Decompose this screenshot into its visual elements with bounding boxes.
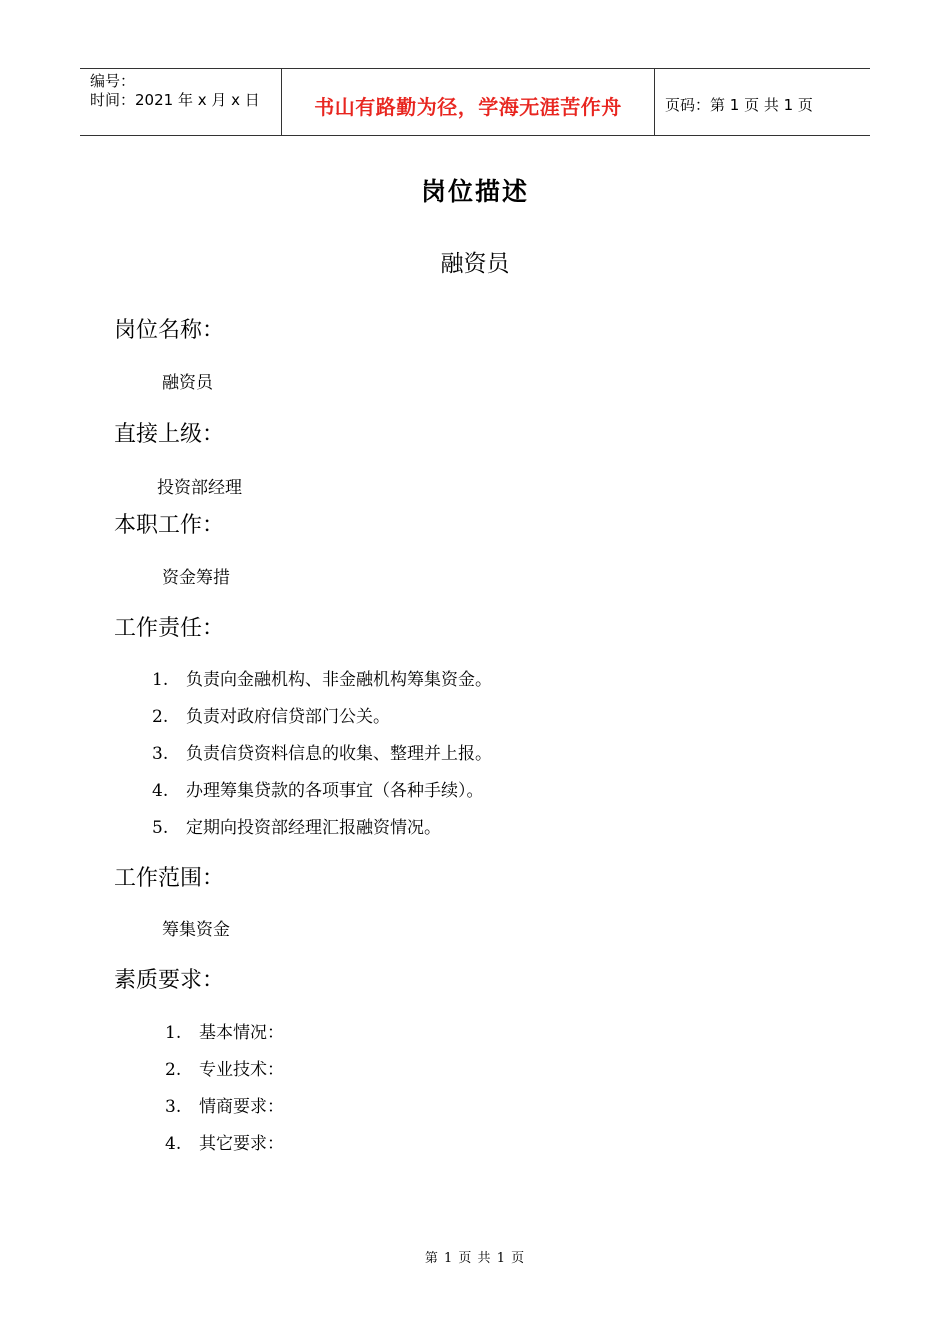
time-label: 时间：2021 年 x 月 x 日 [90,91,260,109]
scope-value: 筹集资金 [162,920,230,940]
responsibility-item [152,702,390,727]
list-number: 5. [152,818,169,838]
list-number: 3. [165,1097,182,1117]
section-heading-responsibilities: 工作责任： [114,616,225,641]
list-number: 3. [152,744,169,764]
list-text: 定期向投资部经理汇报融资情况。 [186,818,441,838]
section-heading-position-name: 岗位名称： [114,318,225,343]
header-motto-cell [282,69,655,135]
responsibility-item [152,739,492,764]
document-header [80,68,870,136]
list-number: 4. [152,781,169,801]
list-text: 基本情况： [199,1023,284,1043]
document-subtitle: 融资员 [440,251,510,277]
duty-value: 资金筹措 [162,568,230,588]
qualification-item [165,1129,284,1154]
list-number: 2. [152,707,169,727]
list-number: 1. [152,670,169,690]
responsibility-item [152,665,492,690]
qualification-item [165,1092,284,1117]
list-number: 4. [165,1134,182,1154]
list-text: 负责信贷资料信息的收集、整理并上报。 [186,744,492,764]
list-text: 负责向金融机构、非金融机构筹集资金。 [186,670,492,690]
section-heading-scope: 工作范围： [114,866,225,891]
serial-number-label: 编号： [90,72,136,90]
section-heading-duty: 本职工作： [114,513,225,538]
header-meta-cell [80,69,282,135]
list-text: 专业技术： [199,1060,284,1080]
list-text: 情商要求： [199,1097,284,1117]
header-motto: 书山有路勤为径，学海无涯苦作舟 [314,95,622,119]
responsibility-item [152,813,441,838]
list-number: 2. [165,1060,182,1080]
list-text: 负责对政府信贷部门公关。 [186,707,390,727]
section-heading-superior: 直接上级： [114,422,225,447]
list-text: 办理筹集贷款的各项事宜（各种手续）。 [186,781,484,801]
responsibility-item [152,776,484,801]
list-number: 1. [165,1023,182,1043]
superior-value: 投资部经理 [157,478,242,498]
section-heading-qualifications: 素质要求： [114,968,225,993]
qualification-item [165,1055,284,1080]
header-page-info: 页码：第 1 页 共 1 页 [665,96,813,114]
document-title: 岗位描述 [420,177,529,206]
qualification-item [165,1018,284,1043]
position-name-value: 融资员 [162,373,213,393]
list-text: 其它要求： [199,1134,284,1154]
header-page-cell [655,69,870,135]
page-footer: 第 1 页 共 1 页 [424,1251,526,1266]
